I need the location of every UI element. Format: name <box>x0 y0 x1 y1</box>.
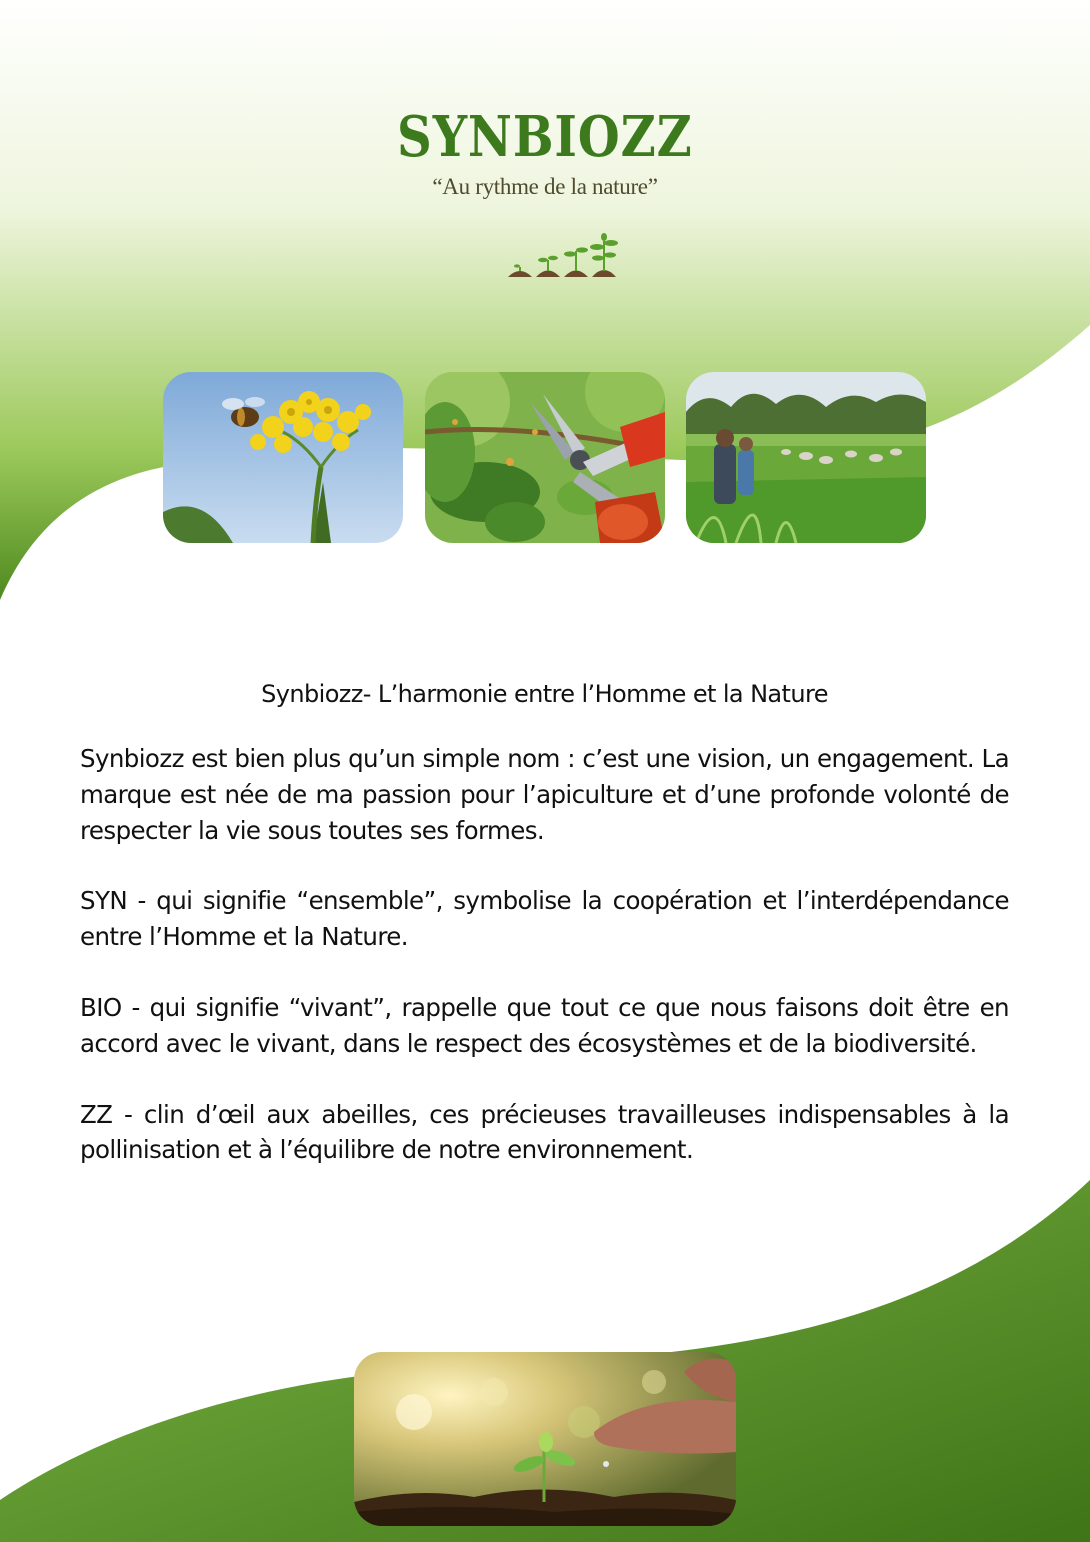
sprout-growth-icon <box>506 233 626 281</box>
paragraph-intro: Synbiozz est bien plus qu’un simple nom : c’est une vision, un engagement. La marque est née de ma passion pour l’apiculture et d’une profonde volonté de respecter la vie sous toutes ses formes. <box>80 744 1009 845</box>
content-title: Synbiozz- L’harmonie entre l’Homme et la Nature <box>261 680 828 708</box>
brand-block <box>0 104 1090 200</box>
brand-tagline: “Au rythme de la nature” <box>432 174 658 199</box>
photo-seedling-hand <box>354 1352 736 1526</box>
photo-pruning-shears <box>425 372 665 543</box>
paragraph-bio: BIO - qui signifie “vivant”, rappelle que tout ce que nous faisons doit être en accord avec le vivant, dans le respect des écosystèmes et de la biodiversité. <box>80 992 1009 1058</box>
photo-farmers-field <box>686 372 926 543</box>
paragraph-zz: ZZ - clin d’œil aux abeilles, ces précieuses travailleuses indispensables à la pollinisation et à l’équilibre de notre environnement. <box>80 1099 1009 1165</box>
photo-bee-on-flower <box>163 372 403 543</box>
brand-logo: SYNBIOZZ <box>397 104 693 170</box>
main-content <box>80 680 1009 1203</box>
paragraph-syn: SYN - qui signifie “ensemble”, symbolise la coopération et l’interdépendance entre l’Homme et la Nature. <box>80 886 1009 952</box>
